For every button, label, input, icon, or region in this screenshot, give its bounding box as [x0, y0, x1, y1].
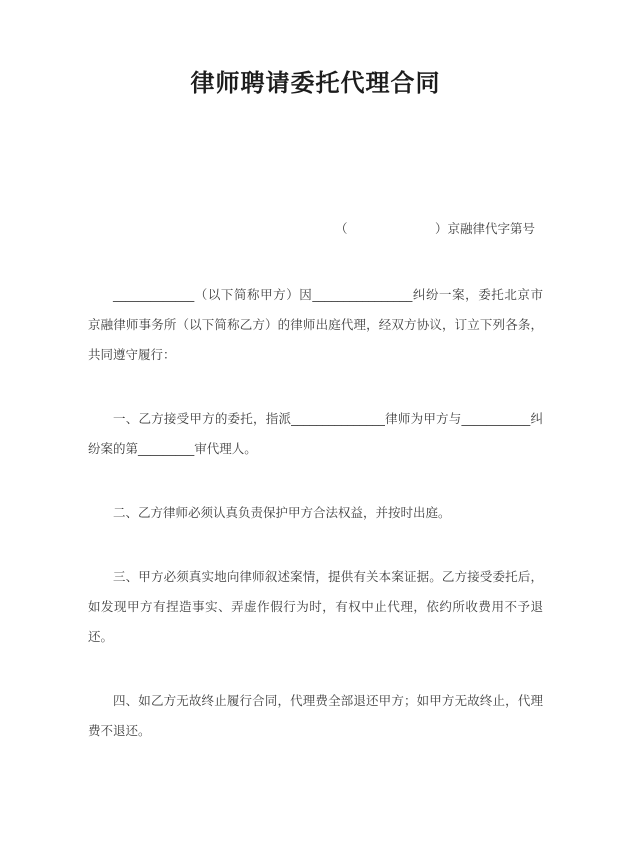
case-reference-number-line: （ ）京融律代字第号	[334, 221, 535, 236]
contract-clause-3: 三、甲方必须真实地向律师叙述案情，提供有关本案证据。乙方接受委托后，如发现甲方有捏造事实、弄虚作假行为时，有权中止代理，依约所收费用不予退还。	[88, 569, 543, 644]
contract-document-page	[0, 64, 619, 864]
document-title: 律师聘请委托代理合同	[190, 69, 441, 97]
preamble-paragraph: _____________（以下简称甲方）因________________纠纷一案，委托北京市京融律师事务所（以下简称乙方）的律师出庭代理，经双方协议，订立下列各条，共同遵守履行：	[88, 287, 543, 362]
contract-clause-1: 一、乙方接受甲方的委托，指派_______________律师为甲方与___________纠纷案的第_________审代理人。	[88, 411, 543, 456]
contract-clause-4: 四、如乙方无故终止履行合同，代理费全部退还甲方；如甲方无故终止，代理费不退还。	[88, 693, 543, 738]
contract-clause-2: 二、乙方律师必须认真负责保护甲方合法权益，并按时出庭。	[113, 505, 451, 520]
